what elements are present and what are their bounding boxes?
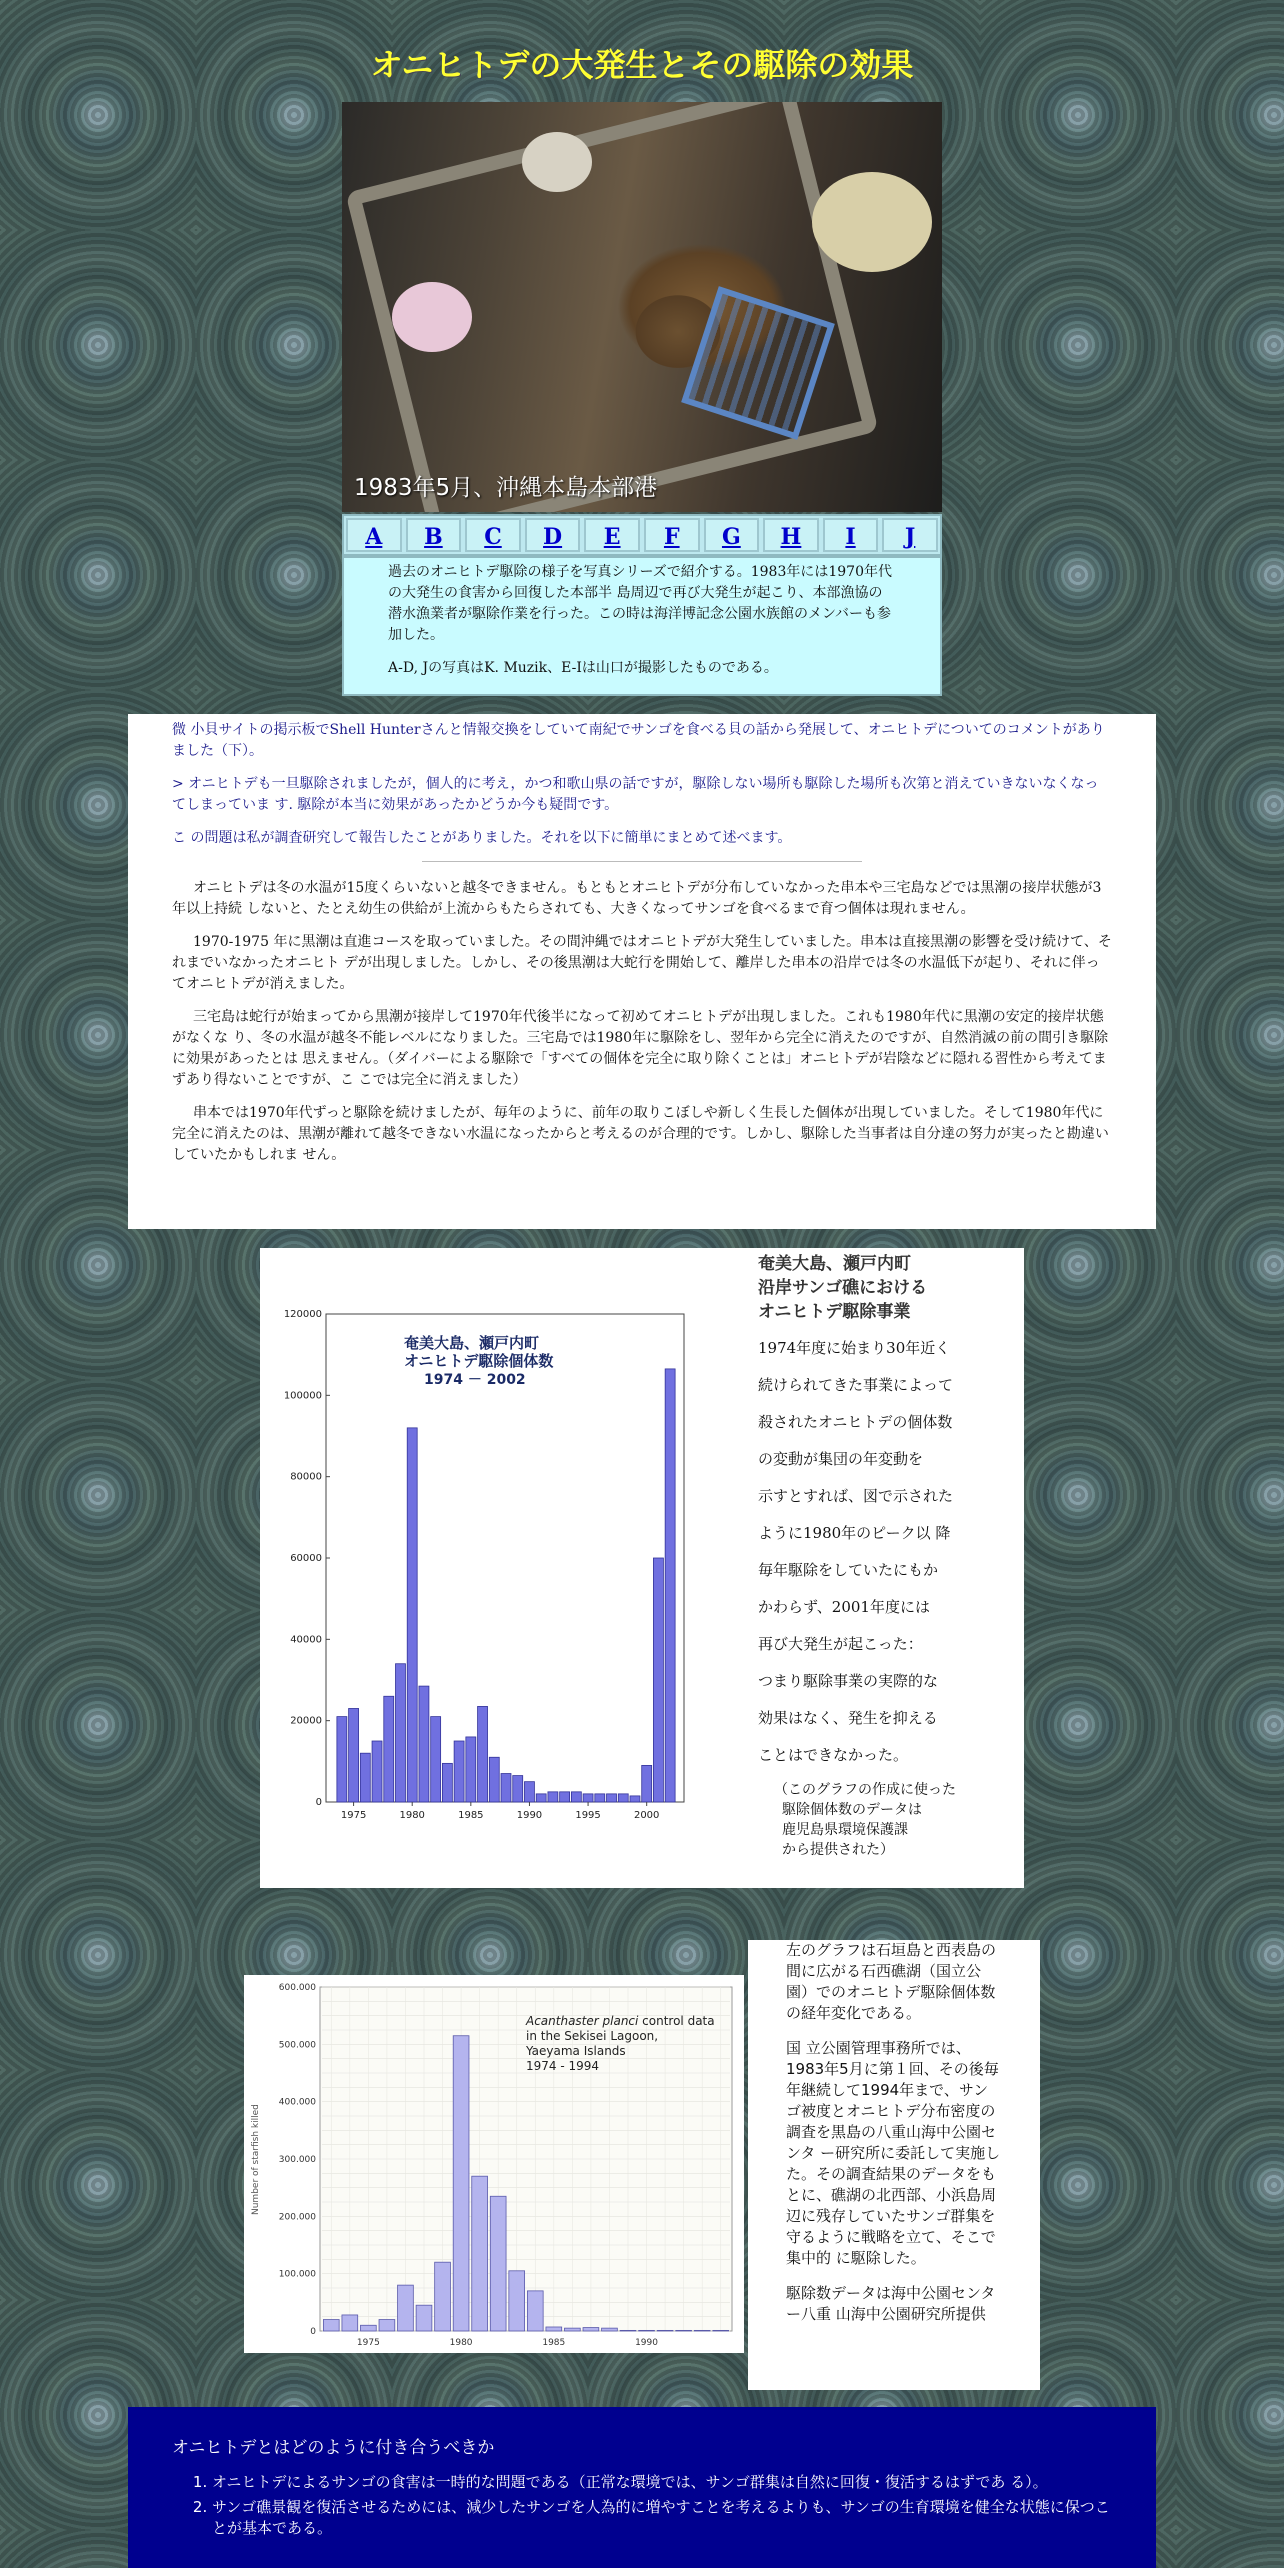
chart-bar	[620, 2330, 636, 2331]
photo-credit: A-D, Jの写真はK. Muzik、E-Iは山口が撮影したものである。	[388, 660, 778, 676]
list-item: 2. サンゴ礁景観を復活させるためには、減少したサンゴを人為的に増やすことを考えるよりも、サンゴの生育環境を健全な状態に保つことが基本である。	[212, 2497, 1112, 2539]
x-tick-label: 1990	[635, 2338, 658, 2348]
paragraph: 国 立公園管理事務所では、1983年5月に第１回、その後毎年継続して1994年まで、サンゴ被度とオニヒトデ分布密度の調査を黒島の八重山海中公園センタ ー研究所に委託して実施した。その調査結果のデータをもとに、礁湖の北西部、小浜島周辺に残存していたサンゴ群集を守るように戦略を立て、そこで集中的 に駆除した。	[786, 2039, 1001, 2267]
section-heading: オニヒトデ駆除事業	[758, 1302, 911, 1322]
page-title: オニヒトデの大発生とその駆除の効果	[370, 46, 914, 84]
text-line: ことはできなかった。	[758, 1746, 909, 1764]
y-tick-label: 40000	[290, 1634, 322, 1646]
chart-bar	[384, 1696, 394, 1802]
chart-title-species: Acanthaster planci	[526, 2014, 639, 2028]
tab-i[interactable]: I	[823, 518, 879, 552]
chart-bar	[665, 1369, 675, 1802]
chart-bar	[416, 2305, 432, 2331]
paragraph: 駆除数データは海中公園センター八重 山海中公園研究所提供	[786, 2284, 996, 2323]
chart-bar	[560, 1792, 570, 1802]
x-tick-label: 1980	[449, 2338, 473, 2348]
chart-bar	[431, 1717, 441, 1802]
forum-lead: こ の問題は私が調査研究して報告したことがありました。それを以下に簡単にまとめて述べます。	[172, 830, 792, 846]
chart-bar	[564, 2328, 580, 2331]
x-tick-label: 1975	[340, 1810, 367, 1821]
paragraph: 左のグラフは石垣島と西表島の間に広がる石西礁湖（国立公園）でのオニヒトデ駆除個体数の経年変化である。	[786, 1941, 997, 2022]
chart-bar	[583, 1794, 593, 1802]
y-tick-label: 0	[315, 1797, 322, 1808]
sekisei-description	[748, 1940, 1040, 2390]
text-line: の変動が集団の年変動を	[758, 1450, 924, 1468]
chart-bar	[337, 1717, 347, 1802]
x-tick-label: 2000	[633, 1810, 660, 1821]
chart-bar	[642, 1765, 652, 1802]
chart-bar	[595, 1794, 605, 1802]
intro-paragraph: 過去のオニヒトデ駆除の様子を写真シリーズで紹介する。1983年には1970年代の大発生の食害から回復した本部半 島周辺で再び大発生が起こり、本部漁協の潜水漁業者が駆除作業を行った。この時は海洋博記念公園水族館のメンバーも参加した。	[388, 564, 892, 643]
text-line: 1974年度に始まり30年近く	[758, 1339, 951, 1357]
chart-bar	[602, 2328, 618, 2331]
chart-bar	[571, 1792, 581, 1802]
body-paragraph: 串本では1970年代ずっと駆除を続けましたが、毎年のように、前年の取りこぼしや新しく生長した個体が出現していました。そして1980年代に完全に消えたのは、黒潮が離れて越冬できない水温になったからと考えるのが合理的です。しかし、駆除した当事者は自分達の努力が実ったと勘違いしていたかもしれま せん。	[172, 1105, 1109, 1163]
chart-bar	[618, 1794, 628, 1802]
chart-bar	[630, 1796, 640, 1802]
text-line: 再び大発生が起こった：	[758, 1635, 923, 1653]
chart-bar	[466, 1737, 476, 1802]
chart-bar	[342, 2315, 358, 2331]
chart-bar	[407, 1428, 417, 1802]
chart-bar	[548, 1792, 558, 1802]
chart-title: オニヒトデ駆除個体数	[404, 1352, 554, 1370]
chart-title: in the Sekisei Lagoon,	[526, 2029, 659, 2043]
chart-bar	[372, 1741, 382, 1802]
chart-bar	[713, 2330, 729, 2331]
text-line: 効果はなく、発生を抑える	[758, 1709, 938, 1727]
chart-bar	[379, 2320, 395, 2331]
note-line: から提供された）	[782, 1842, 894, 1858]
chart-bar	[527, 2291, 543, 2331]
y-tick-label: 80000	[290, 1471, 322, 1483]
chart-bar	[513, 1776, 523, 1802]
chart-bar	[360, 1753, 370, 1802]
chart-title: 奄美大島、瀬戸内町	[404, 1334, 540, 1352]
straw-hat	[812, 172, 932, 272]
sekisei-panel	[244, 1975, 744, 2353]
y-tick-label: 0	[310, 2327, 316, 2337]
body-paragraph: オニヒトデは冬の水温が15度くらいないと越冬できません。もともとオニヒトデが分布していなかった串本や三宅島などでは黒潮の接岸状態が3年以上持続 しないと、たとえ幼生の供給が上流からもたらされても、大きくなってサンゴを食べるまで育つ個体は現れません。	[172, 880, 1102, 917]
chart-bar	[501, 1774, 511, 1802]
text-line: つまり駆除事業の実際的な	[758, 1672, 939, 1690]
x-tick-label: 1985	[542, 2338, 566, 2348]
tab-h[interactable]: H	[763, 518, 819, 552]
hero-photo	[342, 102, 942, 512]
y-tick-label: 500.000	[278, 2040, 316, 2051]
tab-b[interactable]: B	[406, 518, 462, 552]
x-tick-label: 1990	[516, 1810, 543, 1821]
chart-title	[525, 2014, 715, 2028]
chart-bar	[524, 1782, 534, 1802]
conclusion-box	[128, 2407, 1156, 2568]
forum-intro: 微 小貝サイトの掲示板でShell Hunterさんと情報交換をしていて南紀でサンゴを食べる貝の話から発展して、オニヒトデについてのコメントがありました（下）。	[172, 722, 1105, 759]
chart-bar	[639, 2330, 655, 2331]
text-line: 殺されたオニヒトデの個体数	[758, 1413, 953, 1431]
y-tick-label: 60000	[290, 1553, 322, 1564]
data-source-note	[774, 1780, 998, 1860]
conclusion-heading: オニヒトデとはどのように付き合うべきか	[172, 2438, 495, 2458]
text-line: 示すとすれば、図で示された	[758, 1487, 954, 1505]
chart-title-rest: control data	[638, 2014, 715, 2028]
axis-label-y: Number of starfish killed	[251, 2104, 261, 2215]
text-line: 毎年駆除をしていたにもか	[758, 1561, 939, 1579]
photo-series-tabs	[342, 514, 942, 556]
tab-c[interactable]: C	[465, 518, 521, 552]
chart-bar	[694, 2330, 710, 2331]
x-tick-label: 1985	[458, 1810, 484, 1821]
body-paragraph: 三宅島は蛇行が始まってから黒潮が接岸して1970年代後半になって初めてオニヒトデが出現しました。これも1980年代に黒潮の安定的接岸状態がなくな り、冬の水温が越冬不能レベルになりました。三宅島では1980年に駆除をし、翌年から完全に消えたのですが、自然消滅の前の間引き駆除に効果があったとは 思えません。（ダイバーによる駆除で「すべての個体を完全に取り除くことは」オニヒトデが岩陰などに隠れる習性から考えてまずあり得ないことですが、こ こでは完全に消えました）	[172, 1009, 1109, 1088]
chart-bar	[583, 2328, 599, 2331]
sekisei-chart	[244, 1975, 744, 2353]
chart-bar	[676, 2330, 692, 2331]
amami-description	[758, 1252, 998, 1860]
tab-e[interactable]: E	[584, 518, 640, 552]
forum-section	[128, 714, 1156, 1229]
tab-a[interactable]: A	[346, 518, 402, 552]
y-tick-label: 200.000	[278, 2212, 316, 2223]
tab-d[interactable]: D	[525, 518, 581, 552]
forum-quote: > オニヒトデも一旦駆除されましたが，個人的に考え，かつ和歌山県の話ですが，駆除しない場所も駆除した場所も次第と消えていきないなくなってしまっていま す. 駆除が本当に効果があったかどうか今も疑問です。	[172, 776, 1099, 813]
chart-bar	[419, 1686, 429, 1802]
chart-title: Yaeyama Islands	[526, 2044, 626, 2058]
chart-bar	[546, 2327, 562, 2331]
chart-bar	[509, 2271, 525, 2331]
note-line: 鹿児島県環境保護課	[782, 1822, 908, 1838]
y-tick-label: 600.000	[278, 1983, 316, 1993]
pink-hat	[392, 282, 472, 352]
section-heading: 沿岸サンゴ礁における	[758, 1278, 928, 1298]
straw-hat	[522, 132, 592, 192]
chart-title: 1974 - 1994	[526, 2059, 600, 2073]
chart-bar	[478, 1706, 488, 1802]
chart-bar	[454, 1741, 464, 1802]
chart-bar	[398, 2285, 414, 2331]
y-tick-label: 300.000	[278, 2155, 316, 2165]
y-tick-label: 100000	[283, 1390, 322, 1402]
y-tick-label: 120000	[283, 1309, 322, 1320]
chart-bar	[453, 2036, 469, 2331]
chart-bar	[360, 2325, 376, 2331]
chart-bar	[489, 1757, 499, 1802]
intro-box	[342, 556, 942, 696]
text-line: ように1980年のピーク以 降	[758, 1524, 951, 1542]
text-line: かわらず、2001年度には	[758, 1598, 930, 1616]
list-item: 1. オニヒトデによるサンゴの食害は一時的な問題である（正常な環境では、サンゴ群集は自然に回復・復活するはずであ る）。	[212, 2472, 1112, 2493]
chart-bar	[323, 2320, 339, 2331]
chart-bar	[653, 1558, 663, 1802]
x-tick-label: 1995	[575, 1810, 601, 1821]
y-tick-label: 400.000	[278, 2097, 316, 2108]
chart-bar	[490, 2196, 506, 2331]
body-paragraph: 1970-1975 年に黒潮は直進コースを取っていました。その間沖縄ではオニヒトデが大発生していました。串本は直接黒潮の影響を受け続けて、それまでいなかったオニヒト デが出現しました。しかし、その後黒潮は大蛇行を開始して、離岸した串本の沿岸では冬の水温低下が起り、それに伴ってオニヒトデが消えました。	[172, 934, 1112, 992]
divider	[422, 861, 862, 862]
note-line: 駆除個体数のデータは	[782, 1802, 922, 1818]
x-tick-label: 1975	[356, 2338, 380, 2348]
tab-j[interactable]: J	[882, 518, 938, 552]
chart-bar	[657, 2330, 673, 2331]
y-tick-label: 100.000	[278, 2269, 316, 2280]
section-heading: 奄美大島、瀬戸内町	[758, 1254, 911, 1274]
photo-caption: 1983年5月、沖縄本島本部港	[354, 475, 658, 501]
chart-bar	[442, 1763, 452, 1802]
note-line: （このグラフの作成に使った	[774, 1782, 956, 1798]
chart-bar	[396, 1664, 406, 1802]
y-tick-label: 20000	[290, 1715, 322, 1727]
tab-g[interactable]: G	[704, 518, 760, 552]
chart-bar	[472, 2176, 488, 2331]
chart-bar	[349, 1708, 359, 1802]
chart-bar	[607, 1794, 617, 1802]
text-line: 続けられてきた事業によって	[758, 1376, 954, 1394]
conclusion-list	[172, 2472, 1112, 2539]
tab-f[interactable]: F	[644, 518, 700, 552]
chart-title: 1974 － 2002	[424, 1372, 526, 1388]
chart-bar	[435, 2262, 451, 2331]
x-tick-label: 1980	[399, 1810, 425, 1821]
chart-bar	[536, 1794, 546, 1802]
